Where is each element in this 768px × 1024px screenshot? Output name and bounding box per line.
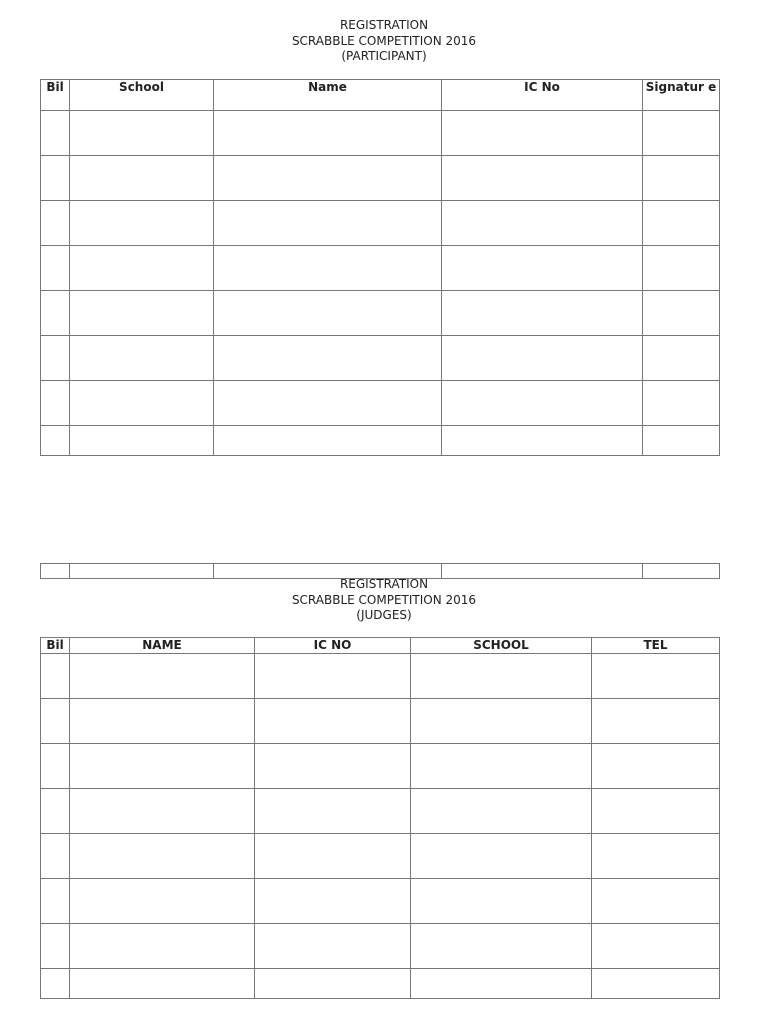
table-cell — [41, 744, 70, 789]
judges-col-tel: TEL — [592, 638, 720, 654]
table-cell — [643, 111, 720, 156]
table-cell — [70, 699, 255, 744]
table-cell — [214, 156, 442, 201]
participant-col-ic-no: IC No — [442, 80, 643, 111]
table-cell — [411, 969, 592, 999]
judges-title-line-1: REGISTRATION — [339, 577, 429, 591]
table-cell — [70, 336, 214, 381]
table-cell — [41, 699, 70, 744]
table-cell — [411, 699, 592, 744]
table-cell — [41, 381, 70, 426]
table-row — [41, 969, 720, 999]
table-cell — [442, 156, 643, 201]
table-cell — [643, 426, 720, 456]
table-cell — [70, 879, 255, 924]
table-cell — [442, 111, 643, 156]
table-row — [41, 381, 720, 426]
table-cell — [592, 924, 720, 969]
table-cell — [255, 789, 411, 834]
table-cell — [41, 246, 70, 291]
table-row — [41, 201, 720, 246]
table-row — [41, 789, 720, 834]
participant-header-row — [41, 80, 720, 111]
table-cell — [643, 246, 720, 291]
table-cell — [255, 969, 411, 999]
table-cell — [41, 969, 70, 999]
participant-registration-table — [40, 79, 720, 456]
table-cell — [592, 834, 720, 879]
table-cell — [214, 246, 442, 291]
table-cell — [442, 246, 643, 291]
table-cell — [255, 699, 411, 744]
table-row — [41, 744, 720, 789]
table-cell — [592, 699, 720, 744]
table-row — [41, 291, 720, 336]
table-cell — [643, 201, 720, 246]
table-cell — [214, 336, 442, 381]
table-cell — [442, 201, 643, 246]
table-cell — [592, 789, 720, 834]
participant-title-line-3: (PARTICIPANT) — [341, 49, 427, 63]
participant-title-block — [0, 18, 768, 65]
table-cell — [592, 879, 720, 924]
table-cell — [70, 246, 214, 291]
table-row — [41, 834, 720, 879]
table-cell — [255, 879, 411, 924]
table-cell — [70, 156, 214, 201]
participant-col-name: Name — [214, 80, 442, 111]
judges-title-block — [0, 577, 768, 624]
table-row — [41, 336, 720, 381]
table-cell — [442, 381, 643, 426]
table-cell — [41, 201, 70, 246]
table-cell — [592, 969, 720, 999]
judges-col-bil: Bil — [41, 638, 70, 654]
table-cell — [214, 291, 442, 336]
table-row — [41, 699, 720, 744]
participant-col-bil: Bil — [41, 80, 70, 111]
table-cell — [643, 156, 720, 201]
participant-col-signature: Signatur e — [643, 80, 720, 111]
judges-col-school: SCHOOL — [411, 638, 592, 654]
table-cell — [41, 654, 70, 699]
table-cell — [411, 834, 592, 879]
table-row — [41, 111, 720, 156]
table-cell — [442, 336, 643, 381]
table-cell — [592, 654, 720, 699]
table-cell — [214, 426, 442, 456]
table-cell — [643, 381, 720, 426]
judges-title-line-2: SCRABBLE COMPETITION 2016 — [291, 592, 477, 607]
table-cell — [255, 654, 411, 699]
table-cell — [643, 291, 720, 336]
table-row — [41, 426, 720, 456]
table-cell — [70, 789, 255, 834]
table-cell — [70, 924, 255, 969]
table-cell — [411, 654, 592, 699]
table-cell — [592, 744, 720, 789]
judges-title-line-3: (JUDGES) — [356, 608, 412, 622]
table-cell — [643, 336, 720, 381]
table-cell — [70, 834, 255, 879]
table-cell — [411, 879, 592, 924]
table-row — [41, 924, 720, 969]
table-cell — [41, 789, 70, 834]
table-cell — [41, 879, 70, 924]
table-cell — [442, 426, 643, 456]
table-cell — [41, 426, 70, 456]
table-cell — [41, 291, 70, 336]
table-cell — [214, 381, 442, 426]
table-row — [41, 156, 720, 201]
table-cell — [411, 924, 592, 969]
judges-registration-table — [40, 637, 720, 999]
table-cell — [255, 834, 411, 879]
table-cell — [41, 156, 70, 201]
table-cell — [70, 744, 255, 789]
table-cell — [255, 924, 411, 969]
table-cell — [70, 426, 214, 456]
participant-col-school: School — [70, 80, 214, 111]
table-cell — [255, 744, 411, 789]
table-cell — [41, 336, 70, 381]
table-cell — [70, 381, 214, 426]
judges-header-row — [41, 638, 720, 654]
table-cell — [41, 924, 70, 969]
table-cell — [70, 654, 255, 699]
table-cell — [411, 789, 592, 834]
table-row — [41, 879, 720, 924]
participant-title-line-1: REGISTRATION — [339, 18, 429, 32]
table-row — [41, 246, 720, 291]
table-cell — [214, 201, 442, 246]
table-cell — [41, 111, 70, 156]
table-cell — [70, 111, 214, 156]
table-cell — [411, 744, 592, 789]
judges-col-name: NAME — [70, 638, 255, 654]
table-cell — [70, 291, 214, 336]
judges-col-ic-no: IC NO — [255, 638, 411, 654]
table-cell — [442, 291, 643, 336]
table-cell — [70, 201, 214, 246]
participant-title-line-2: SCRABBLE COMPETITION 2016 — [291, 33, 477, 48]
table-row — [41, 654, 720, 699]
table-cell — [41, 834, 70, 879]
table-cell — [214, 111, 442, 156]
table-cell — [70, 969, 255, 999]
